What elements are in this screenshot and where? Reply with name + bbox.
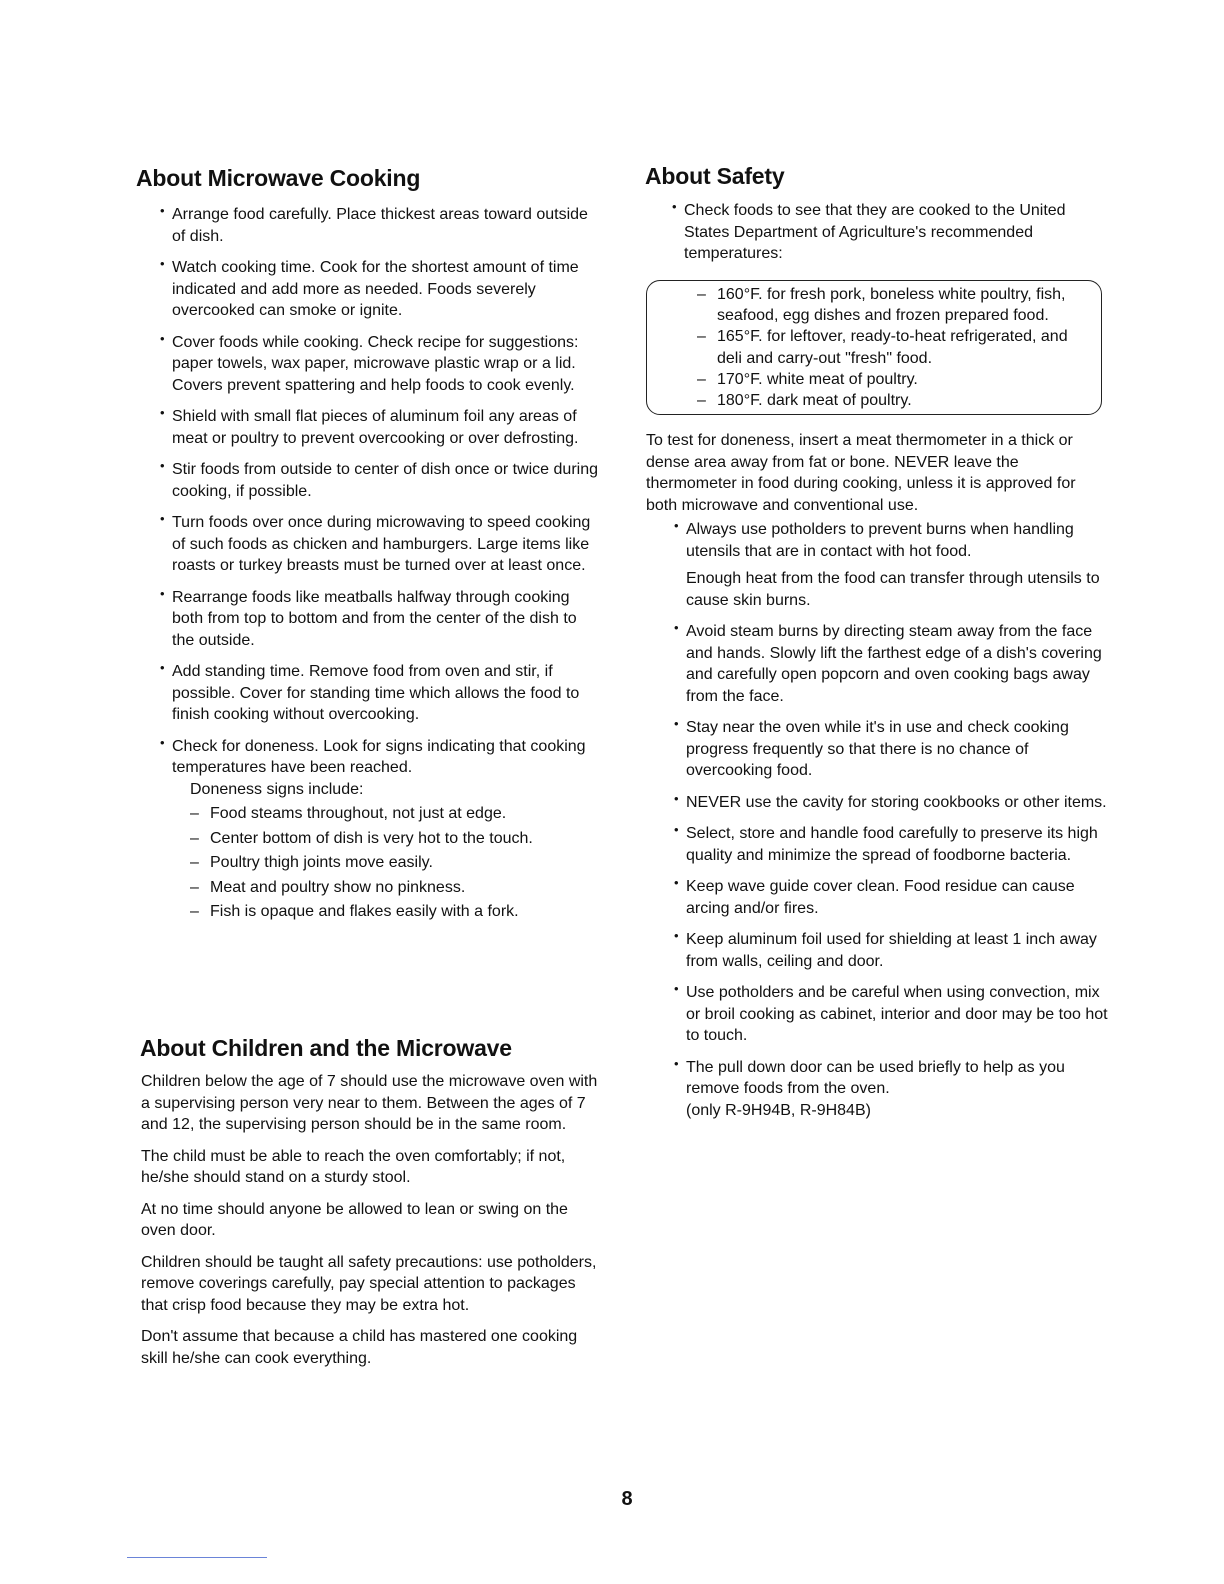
doneness-signs-list (190, 802, 600, 925)
list-item: • Add standing time. Remove food from oven and stir, if possible. Cover for standing time which allows the food to finish cooking without overcooking. (160, 661, 600, 726)
children-paragraph: Children should be taught all safety precautions: use potholders, remove coverings carefully, pay special attention to packages that crisp food because they may be extra hot. (141, 1253, 597, 1314)
page-edge-line (127, 1557, 267, 1558)
list-item: • Select, store and handle food carefully to preserve its high quality and minimize the spread of foodborne bacteria. (674, 823, 1108, 866)
children-paragraph: The child must be able to reach the oven comfortably; if not, he/she should stand on a sturdy stool. (141, 1147, 566, 1186)
list-item: • NEVER use the cavity for storing cookbooks or other items. (674, 792, 1108, 814)
list-item: • Shield with small flat pieces of aluminum foil any areas of meat or poultry to prevent overcooking or over defrosting. (160, 406, 600, 449)
doneness-item (160, 736, 600, 925)
door-item-text: The pull down door can be used briefly to help as you remove foods from the oven. (686, 1058, 1065, 1097)
microwave-cooking-heading: About Microwave Cooking (136, 165, 421, 191)
doneness-intro: Doneness signs include: (190, 780, 364, 798)
list-item: – Meat and poultry show no pinkness. (190, 876, 600, 901)
list-item: – Center bottom of dish is very hot to the touch. (190, 827, 600, 852)
list-item: • Avoid steam burns by directing steam away from the face and hands. Slowly lift the farthest edge of a dish's covering and carefully open popcorn and oven cooking bags away from the face. (674, 621, 1108, 707)
list-item: • Stay near the oven while it's in use and check cooking progress frequently so that there is no chance of overcooking food. (674, 717, 1108, 782)
potholder-item (674, 519, 1108, 611)
safety-list (674, 519, 1108, 1131)
children-paragraph: Children below the age of 7 should use the microwave oven with a supervising person very near to them. Between the ages of 7 and 12, the supervising person should be in the same room. (141, 1073, 598, 1133)
thermometer-paragraph (646, 430, 1108, 526)
list-item: – Food steams throughout, not just at edge. (190, 802, 600, 827)
children-paragraph: At no time should anyone be allowed to lean or swing on the oven door. (141, 1200, 568, 1239)
temperature-item: – 160°F. for fresh pork, boneless white poultry, fish, seafood, egg dishes and frozen prepared food. (697, 284, 1091, 326)
list-item: • Rearrange foods like meatballs halfway through cooking both from top to bottom and from the center of the dish to the outside. (160, 587, 600, 652)
list-item: • Turn foods over once during microwaving to speed cooking of such foods as chicken and hamburgers. Large items like roasts or turkey breasts must be turned over at least once. (160, 512, 600, 577)
potholder-note: Enough heat from the food can transfer through utensils to cause skin burns. (686, 570, 1100, 609)
list-item: • Keep wave guide cover clean. Food residue can cause arcing and/or fires. (674, 876, 1108, 919)
page-number: 8 (621, 1488, 633, 1510)
list-item: • Keep aluminum foil used for shielding at least 1 inch away from walls, ceiling and door. (674, 929, 1108, 972)
temperature-box (646, 280, 1102, 415)
children-heading: About Children and the Microwave (140, 1035, 512, 1061)
list-item: • Use potholders and be careful when using convection, mix or broil cooking as cabinet, interior and door may be too hot to touch. (674, 982, 1108, 1047)
temperature-item: – 180°F. dark meat of poultry. (697, 390, 1091, 411)
potholder-item-text: Always use potholders to prevent burns when handling utensils that are in contact with hot food. (686, 521, 1074, 560)
list-item: • Watch cooking time. Cook for the shortest amount of time indicated and add more as needed. Foods severely overcooked can smoke or ignite. (160, 257, 600, 322)
thermometer-text: To test for doneness, insert a meat thermometer in a thick or dense area away from fat or bone. NEVER leave the thermometer in food during cooking, unless it is approved for both microwave and conventional use. (646, 432, 1076, 514)
list-item: – Poultry thigh joints move easily. (190, 851, 600, 876)
list-item: • Check foods to see that they are cooked to the United States Department of Agriculture's recommended temperatures: (672, 200, 1104, 265)
safety-intro (672, 200, 1104, 265)
children-section (141, 1071, 599, 1379)
list-item: • Stir foods from outside to center of dish once or twice during cooking, if possible. (160, 459, 600, 502)
model-note: (only R-9H94B, R-9H84B) (686, 1101, 871, 1119)
door-item (674, 1057, 1108, 1122)
list-item: • Cover foods while cooking. Check recipe for suggestions: paper towels, wax paper, microwave plastic wrap or a lid. Covers prevent spattering and help foods to cook evenly. (160, 332, 600, 397)
doneness-item-text: Check for doneness. Look for signs indicating that cooking temperatures have been reached. (172, 737, 586, 776)
list-item: • Arrange food carefully. Place thickest areas toward outside of dish. (160, 204, 600, 247)
safety-heading: About Safety (645, 163, 785, 189)
list-item: – Fish is opaque and flakes easily with a fork. (190, 900, 600, 925)
temperature-item: – 170°F. white meat of poultry. (697, 369, 1091, 390)
microwave-cooking-list (160, 204, 600, 935)
children-paragraph: Don't assume that because a child has mastered one cooking skill he/she can cook everything. (141, 1328, 578, 1367)
temperature-item: – 165°F. for leftover, ready-to-heat refrigerated, and deli and carry-out "fresh" food. (697, 326, 1091, 368)
